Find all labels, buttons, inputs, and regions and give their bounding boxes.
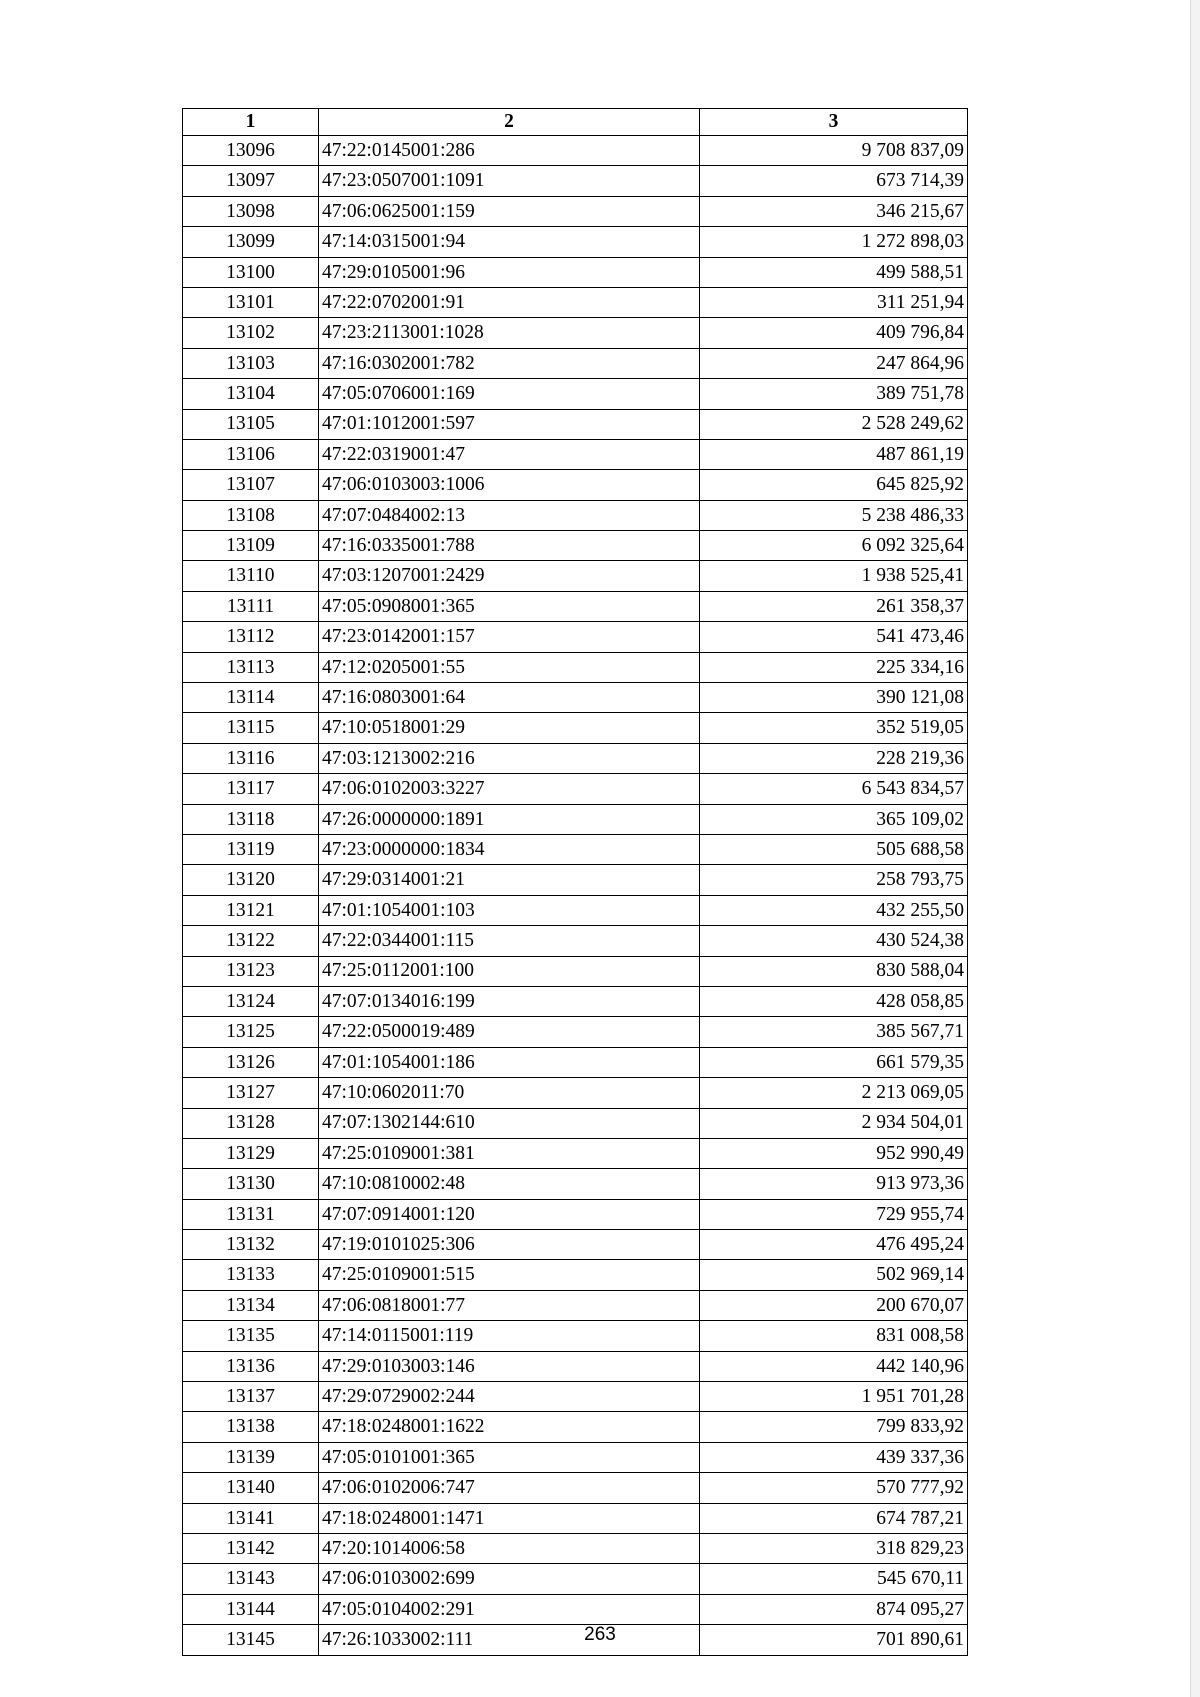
value-cell: 409 796,84 [700, 318, 968, 348]
row-number-cell: 13143 [183, 1564, 319, 1594]
table-row [183, 1017, 968, 1047]
row-number-cell: 13104 [183, 379, 319, 409]
value-cell: 2 934 504,01 [700, 1108, 968, 1138]
value-cell: 385 567,71 [700, 1017, 968, 1047]
table-row [183, 561, 968, 591]
column-header-3: 3 [700, 109, 968, 136]
cadastral-number-cell: 47:10:0602011:70 [319, 1078, 700, 1108]
registry-table [182, 108, 968, 1656]
table-row [183, 500, 968, 530]
row-number-cell: 13118 [183, 804, 319, 834]
value-cell: 428 058,85 [700, 986, 968, 1016]
cadastral-number-cell: 47:10:0810002:48 [319, 1169, 700, 1199]
cadastral-number-cell: 47:22:0500019:489 [319, 1017, 700, 1047]
row-number-cell: 13115 [183, 713, 319, 743]
value-cell: 505 688,58 [700, 834, 968, 864]
row-number-cell: 13116 [183, 743, 319, 773]
value-cell: 874 095,27 [700, 1594, 968, 1624]
row-number-cell: 13125 [183, 1017, 319, 1047]
table-row [183, 1169, 968, 1199]
value-cell: 430 524,38 [700, 926, 968, 956]
cadastral-number-cell: 47:16:0803001:64 [319, 683, 700, 713]
row-number-cell: 13114 [183, 683, 319, 713]
cadastral-number-cell: 47:29:0729002:244 [319, 1382, 700, 1412]
cadastral-number-cell: 47:20:1014006:58 [319, 1533, 700, 1563]
value-cell: 6 543 834,57 [700, 774, 968, 804]
cadastral-number-cell: 47:26:1033002:111 [319, 1625, 700, 1655]
table-row [183, 1564, 968, 1594]
table-row [183, 287, 968, 317]
cadastral-number-cell: 47:07:0484002:13 [319, 500, 700, 530]
table-row [183, 1594, 968, 1624]
row-number-cell: 13099 [183, 227, 319, 257]
value-cell: 390 121,08 [700, 683, 968, 713]
cadastral-number-cell: 47:16:0302001:782 [319, 348, 700, 378]
row-number-cell: 13127 [183, 1078, 319, 1108]
cadastral-number-cell: 47:07:0134016:199 [319, 986, 700, 1016]
cadastral-number-cell: 47:01:1054001:103 [319, 895, 700, 925]
row-number-cell: 13101 [183, 287, 319, 317]
cadastral-number-cell: 47:07:1302144:610 [319, 1108, 700, 1138]
row-number-cell: 13141 [183, 1503, 319, 1533]
table-row [183, 439, 968, 469]
row-number-cell: 13103 [183, 348, 319, 378]
cadastral-number-cell: 47:06:0102003:3227 [319, 774, 700, 804]
table-row [183, 1260, 968, 1290]
cadastral-number-cell: 47:06:0103003:1006 [319, 470, 700, 500]
table-row [183, 257, 968, 287]
table-row [183, 1321, 968, 1351]
table-row [183, 1533, 968, 1563]
value-cell: 830 588,04 [700, 956, 968, 986]
table-row [183, 1382, 968, 1412]
value-cell: 389 751,78 [700, 379, 968, 409]
cadastral-number-cell: 47:22:0702001:91 [319, 287, 700, 317]
value-cell: 541 473,46 [700, 622, 968, 652]
value-cell: 311 251,94 [700, 287, 968, 317]
cadastral-number-cell: 47:29:0314001:21 [319, 865, 700, 895]
table-row [183, 865, 968, 895]
value-cell: 442 140,96 [700, 1351, 968, 1381]
row-number-cell: 13132 [183, 1230, 319, 1260]
value-cell: 661 579,35 [700, 1047, 968, 1077]
table-row [183, 1351, 968, 1381]
row-number-cell: 13129 [183, 1138, 319, 1168]
table-row [183, 986, 968, 1016]
table-row [183, 1290, 968, 1320]
cadastral-number-cell: 47:25:0112001:100 [319, 956, 700, 986]
cadastral-number-cell: 47:22:0344001:115 [319, 926, 700, 956]
table-row [183, 743, 968, 773]
value-cell: 729 955,74 [700, 1199, 968, 1229]
value-cell: 487 861,19 [700, 439, 968, 469]
row-number-cell: 13108 [183, 500, 319, 530]
value-cell: 228 219,36 [700, 743, 968, 773]
value-cell: 432 255,50 [700, 895, 968, 925]
row-number-cell: 13130 [183, 1169, 319, 1199]
cadastral-number-cell: 47:23:0142001:157 [319, 622, 700, 652]
cadastral-number-cell: 47:01:1054001:186 [319, 1047, 700, 1077]
cadastral-number-cell: 47:22:0319001:47 [319, 439, 700, 469]
value-cell: 247 864,96 [700, 348, 968, 378]
cadastral-number-cell: 47:25:0109001:381 [319, 1138, 700, 1168]
cadastral-number-cell: 47:29:0103003:146 [319, 1351, 700, 1381]
value-cell: 2 213 069,05 [700, 1078, 968, 1108]
value-cell: 673 714,39 [700, 166, 968, 196]
row-number-cell: 13145 [183, 1625, 319, 1655]
row-number-cell: 13121 [183, 895, 319, 925]
cadastral-number-cell: 47:14:0115001:119 [319, 1321, 700, 1351]
value-cell: 261 358,37 [700, 591, 968, 621]
value-cell: 2 528 249,62 [700, 409, 968, 439]
row-number-cell: 13097 [183, 166, 319, 196]
row-number-cell: 13137 [183, 1382, 319, 1412]
row-number-cell: 13142 [183, 1533, 319, 1563]
value-cell: 258 793,75 [700, 865, 968, 895]
table-row [183, 713, 968, 743]
value-cell: 1 951 701,28 [700, 1382, 968, 1412]
value-cell: 502 969,14 [700, 1260, 968, 1290]
table-row [183, 136, 968, 166]
row-number-cell: 13109 [183, 531, 319, 561]
table-row [183, 1412, 968, 1442]
value-cell: 200 670,07 [700, 1290, 968, 1320]
row-number-cell: 13113 [183, 652, 319, 682]
row-number-cell: 13096 [183, 136, 319, 166]
value-cell: 831 008,58 [700, 1321, 968, 1351]
row-number-cell: 13102 [183, 318, 319, 348]
value-cell: 799 833,92 [700, 1412, 968, 1442]
row-number-cell: 13134 [183, 1290, 319, 1320]
cadastral-number-cell: 47:06:0625001:159 [319, 196, 700, 226]
table-row [183, 956, 968, 986]
cadastral-number-cell: 47:23:0507001:1091 [319, 166, 700, 196]
value-cell: 9 708 837,09 [700, 136, 968, 166]
table-row [183, 531, 968, 561]
row-number-cell: 13136 [183, 1351, 319, 1381]
row-number-cell: 13138 [183, 1412, 319, 1442]
value-cell: 476 495,24 [700, 1230, 968, 1260]
row-number-cell: 13124 [183, 986, 319, 1016]
value-cell: 346 215,67 [700, 196, 968, 226]
page-number: 263 [584, 1624, 616, 1645]
cadastral-number-cell: 47:18:0248001:1471 [319, 1503, 700, 1533]
value-cell: 439 337,36 [700, 1442, 968, 1472]
cadastral-number-cell: 47:23:2113001:1028 [319, 318, 700, 348]
value-cell: 701 890,61 [700, 1625, 968, 1655]
table-row [183, 348, 968, 378]
value-cell: 674 787,21 [700, 1503, 968, 1533]
table-row [183, 1138, 968, 1168]
value-cell: 1 272 898,03 [700, 227, 968, 257]
row-number-cell: 13131 [183, 1199, 319, 1229]
cadastral-number-cell: 47:06:0102006:747 [319, 1473, 700, 1503]
row-number-cell: 13139 [183, 1442, 319, 1472]
row-number-cell: 13126 [183, 1047, 319, 1077]
table-row [183, 196, 968, 226]
table-row [183, 683, 968, 713]
table-row [183, 1047, 968, 1077]
cadastral-number-cell: 47:29:0105001:96 [319, 257, 700, 287]
value-cell: 913 973,36 [700, 1169, 968, 1199]
row-number-cell: 13119 [183, 834, 319, 864]
table-row [183, 926, 968, 956]
cadastral-number-cell: 47:22:0145001:286 [319, 136, 700, 166]
table-row [183, 591, 968, 621]
table-row [183, 1199, 968, 1229]
value-cell: 225 334,16 [700, 652, 968, 682]
value-cell: 318 829,23 [700, 1533, 968, 1563]
row-number-cell: 13107 [183, 470, 319, 500]
row-number-cell: 13110 [183, 561, 319, 591]
table-row [183, 318, 968, 348]
row-number-cell: 13100 [183, 257, 319, 287]
cadastral-number-cell: 47:23:0000000:1834 [319, 834, 700, 864]
row-number-cell: 13144 [183, 1594, 319, 1624]
cadastral-number-cell: 47:05:0908001:365 [319, 591, 700, 621]
cadastral-number-cell: 47:25:0109001:515 [319, 1260, 700, 1290]
table-body [183, 136, 968, 1656]
table-row [183, 1442, 968, 1472]
cadastral-number-cell: 47:26:0000000:1891 [319, 804, 700, 834]
table-row [183, 895, 968, 925]
table-row [183, 804, 968, 834]
table-header-row [183, 109, 968, 136]
table-row [183, 379, 968, 409]
table-row [183, 1078, 968, 1108]
table-row [183, 1473, 968, 1503]
page-right-edge [1190, 0, 1200, 1697]
cadastral-number-cell: 47:19:0101025:306 [319, 1230, 700, 1260]
cadastral-number-cell: 47:06:0818001:77 [319, 1290, 700, 1320]
row-number-cell: 13106 [183, 439, 319, 469]
cadastral-number-cell: 47:01:1012001:597 [319, 409, 700, 439]
cadastral-number-cell: 47:05:0706001:169 [319, 379, 700, 409]
row-number-cell: 13112 [183, 622, 319, 652]
row-number-cell: 13120 [183, 865, 319, 895]
value-cell: 645 825,92 [700, 470, 968, 500]
table-row [183, 470, 968, 500]
row-number-cell: 13140 [183, 1473, 319, 1503]
row-number-cell: 13122 [183, 926, 319, 956]
value-cell: 6 092 325,64 [700, 531, 968, 561]
table-row [183, 1503, 968, 1533]
column-header-2: 2 [319, 109, 700, 136]
cadastral-number-cell: 47:12:0205001:55 [319, 652, 700, 682]
row-number-cell: 13098 [183, 196, 319, 226]
table-row [183, 166, 968, 196]
value-cell: 5 238 486,33 [700, 500, 968, 530]
cadastral-number-cell: 47:03:1207001:2429 [319, 561, 700, 591]
row-number-cell: 13111 [183, 591, 319, 621]
table-row [183, 1230, 968, 1260]
row-number-cell: 13117 [183, 774, 319, 804]
cadastral-number-cell: 47:03:1213002:216 [319, 743, 700, 773]
row-number-cell: 13105 [183, 409, 319, 439]
table-row [183, 409, 968, 439]
value-cell: 952 990,49 [700, 1138, 968, 1168]
table-row [183, 227, 968, 257]
table-row [183, 834, 968, 864]
row-number-cell: 13135 [183, 1321, 319, 1351]
value-cell: 352 519,05 [700, 713, 968, 743]
cadastral-number-cell: 47:10:0518001:29 [319, 713, 700, 743]
value-cell: 1 938 525,41 [700, 561, 968, 591]
table-row [183, 622, 968, 652]
value-cell: 570 777,92 [700, 1473, 968, 1503]
value-cell: 499 588,51 [700, 257, 968, 287]
row-number-cell: 13123 [183, 956, 319, 986]
column-header-1: 1 [183, 109, 319, 136]
cadastral-number-cell: 47:07:0914001:120 [319, 1199, 700, 1229]
cadastral-number-cell: 47:14:0315001:94 [319, 227, 700, 257]
table-row [183, 1108, 968, 1138]
value-cell: 365 109,02 [700, 804, 968, 834]
row-number-cell: 13128 [183, 1108, 319, 1138]
table-row [183, 652, 968, 682]
cadastral-number-cell: 47:18:0248001:1622 [319, 1412, 700, 1442]
cadastral-number-cell: 47:05:0104002:291 [319, 1594, 700, 1624]
cadastral-number-cell: 47:05:0101001:365 [319, 1442, 700, 1472]
cadastral-number-cell: 47:16:0335001:788 [319, 531, 700, 561]
table-row [183, 774, 968, 804]
value-cell: 545 670,11 [700, 1564, 968, 1594]
cadastral-number-cell: 47:06:0103002:699 [319, 1564, 700, 1594]
row-number-cell: 13133 [183, 1260, 319, 1290]
